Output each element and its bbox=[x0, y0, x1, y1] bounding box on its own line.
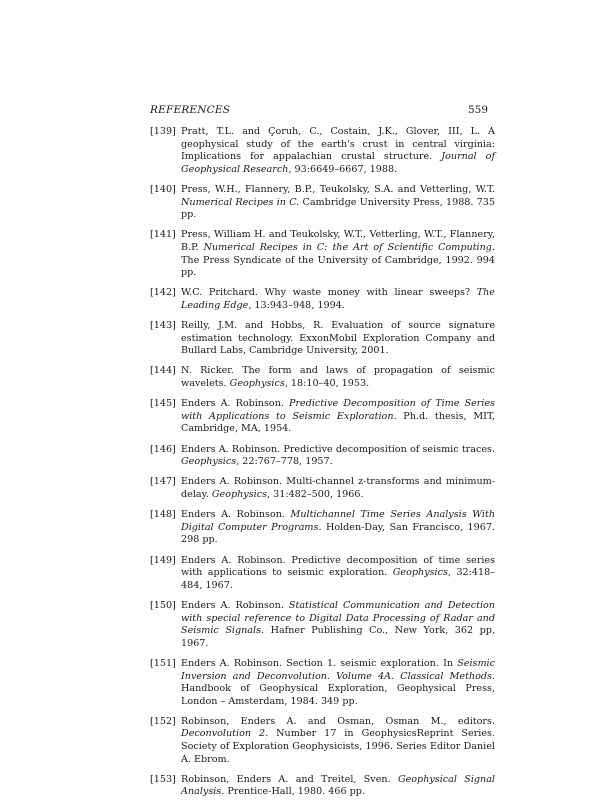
reference-text-segment: Press, William H. and Teukolsky, W.T., Vetterling, W.T., Flannery, B.P. bbox=[181, 229, 495, 253]
reference-text-segment: Pratt, T.L. and Çoruh, C., Costain, J.K., Glover, III, L. A geophysical study of the earth's crust in central virginia: Implications for appalachian crustal structure. bbox=[181, 126, 495, 163]
reference-item bbox=[150, 287, 495, 312]
reference-item bbox=[150, 716, 495, 766]
reference-text-segment: Enders A. Robinson. Predictive decomposition of seismic traces. bbox=[181, 443, 495, 455]
reference-number: [147] bbox=[150, 476, 176, 488]
reference-italic-segment: Geophysics bbox=[229, 378, 285, 390]
reference-text-segment: Enders A. Robinson. Multi-channel z-transforms and minimum-delay. bbox=[181, 476, 495, 500]
reference-number: [150] bbox=[150, 599, 176, 611]
reference-text-segment: Enders A. Robinson. bbox=[181, 599, 289, 611]
reference-text-segment: , 18:10–40, 1953. bbox=[284, 378, 370, 390]
reference-italic-segment: Numerical Recipes in C. bbox=[181, 196, 300, 208]
reference-text-segment: The Press Syndicate of the University of Cambridge, 1992. 994 pp. bbox=[181, 254, 495, 279]
reference-text bbox=[181, 774, 495, 798]
reference-italic-segment: Statistical Communication and Detection with special reference to Digital Data Processing of Radar and Seismic Signals. bbox=[181, 599, 495, 637]
reference-text-segment: Enders A. Robinson. bbox=[181, 398, 289, 410]
reference-text bbox=[181, 658, 495, 707]
running-header bbox=[150, 103, 488, 117]
reference-item bbox=[150, 444, 495, 469]
reference-text bbox=[181, 509, 495, 545]
reference-item bbox=[150, 229, 495, 279]
reference-text-segment: Hafner Publishing Co., New York, 362 pp, 1967. bbox=[181, 625, 495, 649]
reference-item bbox=[150, 365, 495, 390]
reference-text bbox=[181, 444, 495, 468]
reference-text-segment: Holden-Day, San Francisco, 1967. 298 pp. bbox=[181, 521, 495, 546]
reference-item bbox=[150, 126, 495, 176]
reference-text bbox=[181, 287, 495, 311]
reference-text-segment: , 22:767–778, 1957. bbox=[236, 456, 333, 468]
reference-item bbox=[150, 658, 495, 708]
reference-number: [144] bbox=[150, 365, 176, 377]
reference-italic-segment: Seismic Inversion and Deconvolution. Volume 4A. Classical Methods. bbox=[181, 657, 495, 682]
reference-text-segment: Ph.d. thesis, MIT, Cambridge, MA, 1954. bbox=[181, 410, 495, 435]
reference-text-segment: Prentice-Hall, 1980. 466 pp. bbox=[224, 786, 365, 798]
reference-item bbox=[150, 774, 495, 799]
reference-text-segment: Robinson, Enders A. and Treitel, Sven. bbox=[181, 773, 398, 785]
reference-number: [145] bbox=[150, 398, 176, 410]
reference-text bbox=[181, 320, 495, 356]
reference-italic-segment: Multichannel Time Series Analysis With Digital Computer Programs. bbox=[181, 509, 496, 533]
reference-text bbox=[181, 184, 495, 220]
reference-italic-segment: Journal of Geophysical Research bbox=[181, 151, 496, 175]
reference-italic-segment: The Leading Edge bbox=[181, 287, 495, 311]
reference-item bbox=[150, 398, 495, 436]
reference-italic-segment: Geophysics bbox=[392, 567, 448, 579]
reference-number: [149] bbox=[150, 554, 176, 566]
section-title: REFERENCES bbox=[150, 104, 231, 116]
reference-italic-segment: Numerical Recipes in C: the Art of Scientific Computing. bbox=[203, 241, 495, 253]
reference-text-segment: , 13:943–948, 1994. bbox=[248, 299, 345, 311]
reference-text-segment: , 93:6649–6667, 1988. bbox=[288, 163, 398, 175]
reference-text-segment: W.C. Pritchard. Why waste money with linear sweeps? bbox=[181, 287, 477, 299]
reference-text-segment: Enders A. Robinson. Predictive decomposition of time series with applications to seismic exploration. bbox=[181, 554, 495, 579]
reference-item bbox=[150, 476, 495, 501]
reference-text-segment: Reilly, J.M. and Hobbs, R. Evaluation of source signature estimation technology. ExxonMobil Exploration Company and Bullard Labs, Cambridge University, 2001. bbox=[181, 320, 495, 357]
reference-text-segment: N. Ricker. The form and laws of propagation of seismic wavelets. bbox=[181, 365, 495, 390]
reference-text bbox=[181, 365, 495, 389]
reference-number: [142] bbox=[150, 287, 176, 299]
reference-list bbox=[150, 126, 495, 807]
reference-text-segment: Number 17 in GeophysicsReprint Series. Society of Exploration Geophysicists, 1996. Series Editor Daniel A. Ebrom. bbox=[181, 728, 495, 765]
reference-number: [151] bbox=[150, 657, 176, 669]
reference-text bbox=[181, 398, 495, 434]
reference-item bbox=[150, 509, 495, 547]
reference-number: [152] bbox=[150, 715, 176, 727]
reference-number: [139] bbox=[150, 126, 176, 137]
reference-item bbox=[150, 600, 495, 650]
reference-text bbox=[181, 476, 495, 500]
reference-text bbox=[181, 229, 495, 278]
reference-item bbox=[150, 555, 495, 593]
reference-text bbox=[181, 600, 495, 649]
reference-item bbox=[150, 320, 495, 358]
page-number: 559 bbox=[467, 104, 488, 116]
reference-number: [148] bbox=[150, 509, 176, 521]
reference-text bbox=[181, 126, 495, 175]
reference-text bbox=[181, 716, 495, 765]
reference-number: [146] bbox=[150, 443, 176, 455]
reference-number: [153] bbox=[150, 773, 176, 785]
reference-text-segment: Enders A. Robinson. Section 1. seismic exploration. In bbox=[181, 657, 458, 669]
reference-italic-segment: Geophysics bbox=[181, 456, 237, 468]
reference-text-segment: Robinson, Enders A. and Osman, Osman M., editors. bbox=[181, 715, 495, 727]
reference-italic-segment: Predictive Decomposition of Time Series with Applications to Seismic Exploration. bbox=[181, 398, 496, 422]
reference-text-segment: Cambridge University Press, 1988. 735 pp. bbox=[181, 196, 495, 221]
reference-text-segment: , 31:482–500, 1966. bbox=[267, 489, 364, 500]
reference-italic-segment: Geophysical Signal Analysis. bbox=[181, 773, 495, 798]
reference-number: [141] bbox=[150, 229, 176, 241]
reference-number: [143] bbox=[150, 320, 176, 332]
reference-item bbox=[150, 184, 495, 222]
reference-text-segment: Handbook of Geophysical Exploration, Geophysical Press, London – Amsterdam, 1984. 349 pp. bbox=[181, 683, 495, 707]
reference-text bbox=[181, 555, 495, 591]
reference-italic-segment: Geophysics bbox=[211, 489, 268, 500]
reference-number: [140] bbox=[150, 183, 176, 195]
reference-text-segment: , 32:418–484, 1967. bbox=[181, 567, 495, 591]
reference-italic-segment: Deconvolution 2. bbox=[181, 728, 269, 740]
reference-text-segment: Press, W.H., Flannery, B.P., Teukolsky, S.A. and Vetterling, W.T. bbox=[181, 183, 495, 195]
reference-text-segment: Enders A. Robinson. bbox=[181, 509, 291, 521]
